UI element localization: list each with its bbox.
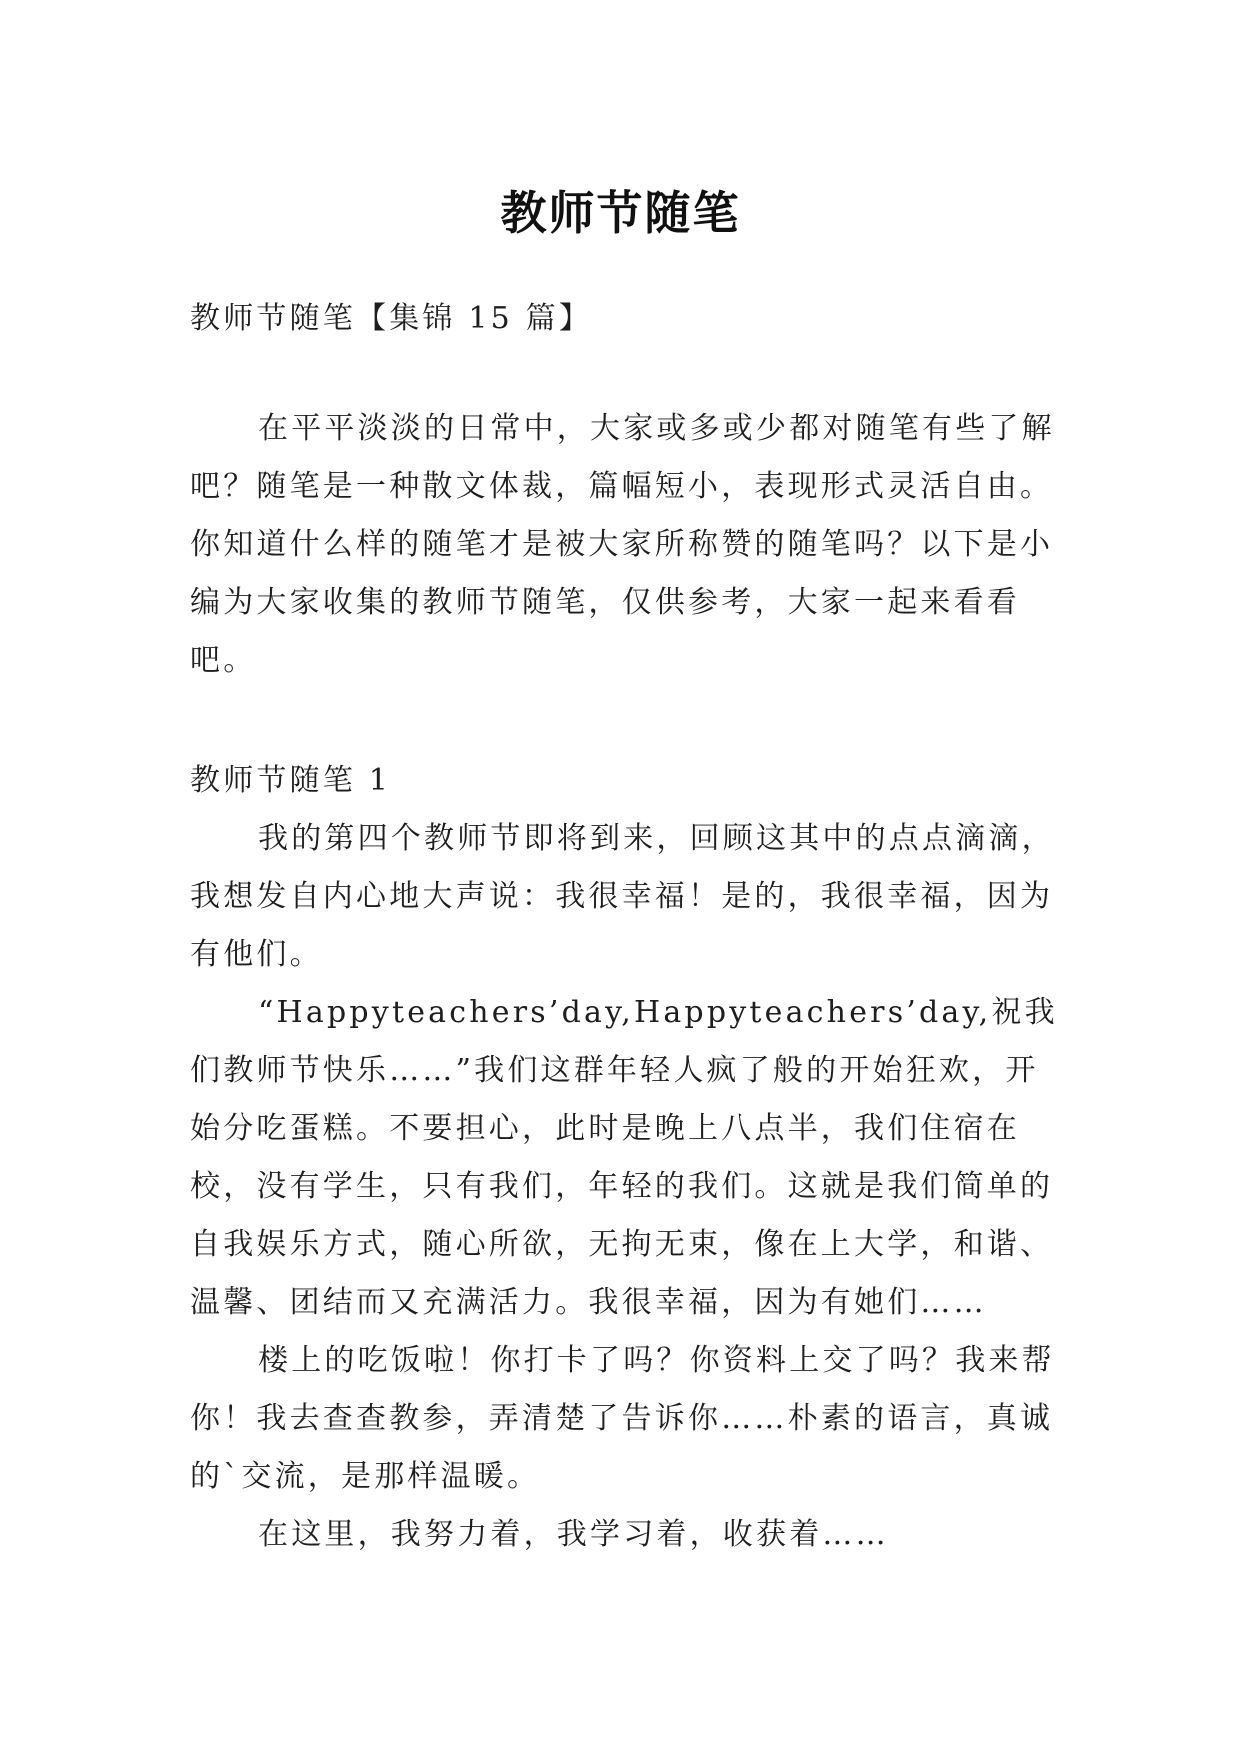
paragraph-4: 在这里，我努力着，我学习着，收获着…… [258, 1517, 889, 1552]
document-subtitle [190, 290, 1070, 348]
paragraph-1: 我的第四个教师节即将到来，回顾这其中的点点滴滴，我想发自内心地大声说：我很幸福！是的，我很幸福，因为有他们。 [190, 821, 1055, 972]
document-title: 教师节随笔 [500, 185, 741, 240]
intro-block [190, 400, 1070, 690]
intro-paragraph: 在平平淡淡的日常中，大家或多或少都对随笔有些了解吧？随笔是一种散文体裁，篇幅短小，表现形式灵活自由。你知道什么样的随笔才是被大家所称赞的随笔吗？以下是小编为大家收集的教师节随笔，仅供参考，大家一起来看看吧。 [190, 411, 1055, 678]
subtitle-text: 教师节随笔【集锦 15 篇】 [190, 301, 593, 336]
section-heading: 教师节随笔 1 [190, 763, 392, 798]
section-1 [190, 752, 1070, 1564]
paragraph-2: “Happyteachers’day,Happyteachers’day,祝我们教师节快乐……”我们这群年轻人疯了般的开始狂欢，开始分吃蛋糕。不要担心，此时是晚上八点半，我们住宿在校，没有学生，只有我们，年轻的我们。这就是我们简单的自我娱乐方式，随心所欲，无拘无束，像在上大学，和谐、温馨、团结而又充满活力。我很幸福，因为有她们…… [190, 995, 1058, 1320]
paragraph-3: 楼上的吃饭啦！你打卡了吗？你资料上交了吗？我来帮你！我去查查教参，弄清楚了告诉你……朴素的语言，真诚的`交流，是那样温暖。 [190, 1343, 1055, 1494]
